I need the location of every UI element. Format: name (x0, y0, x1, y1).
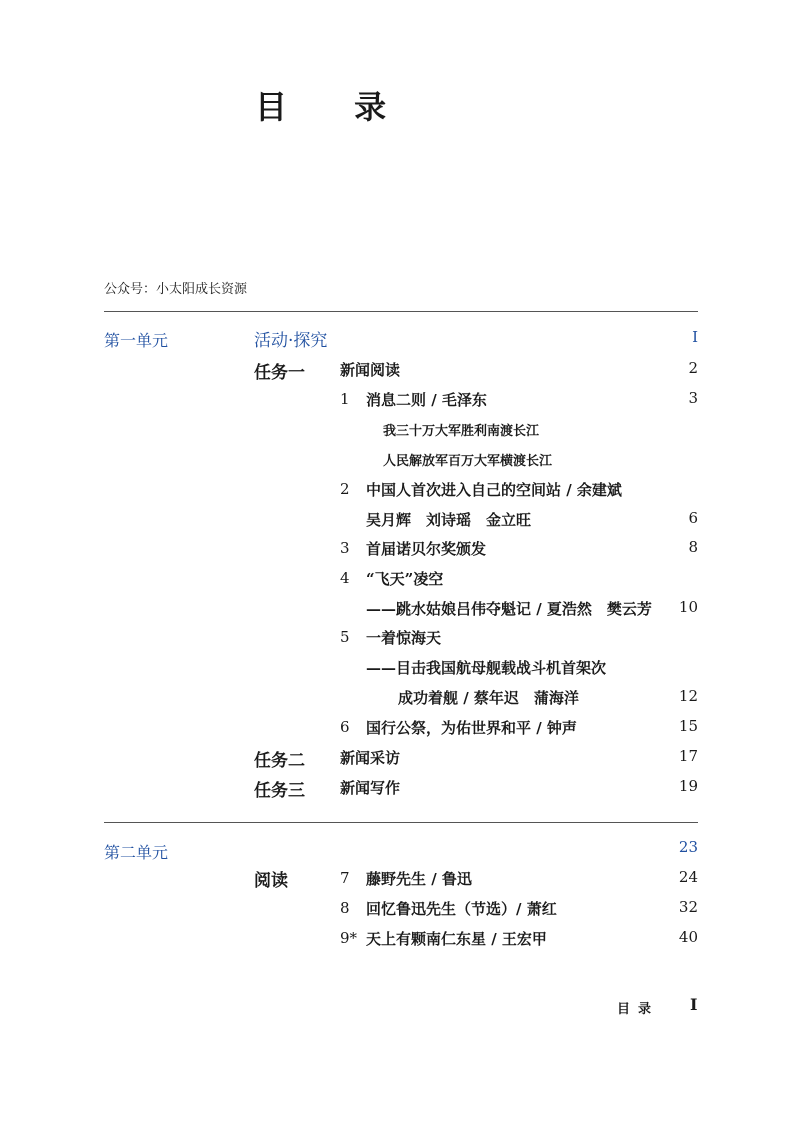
lesson-8-page: 32 (678, 898, 698, 916)
footer-page-number: I (690, 995, 698, 1014)
lesson-4-subtitle: ——跳水姑娘吕伟夺魁记 / 夏浩然 樊云芳 (366, 600, 652, 618)
task-2-label: 任务二 (254, 751, 305, 771)
task-3-page: 19 (678, 777, 698, 795)
lesson-7-title[interactable]: 藤野先生 / 鲁迅 (366, 870, 472, 888)
unit-1-label[interactable]: 第一单元 (104, 331, 169, 350)
footer-label: 目录 (617, 1002, 660, 1017)
lesson-8-num: 8 (340, 899, 350, 917)
lesson-6-title[interactable]: 国行公祭，为佑世界和平 / 钟声 (366, 719, 577, 737)
lesson-3-title[interactable]: 首届诺贝尔奖颁发 (366, 540, 487, 558)
lesson-5-subtitle-cont: 成功着舰 / 蔡年迟 蒲海洋 (398, 689, 579, 707)
credit-line: 公众号：小太阳成长资源 (104, 282, 248, 297)
task-1-title[interactable]: 新闻阅读 (340, 361, 401, 379)
lesson-2-title[interactable]: 中国人首次进入自己的空间站 / 余建斌 (366, 481, 622, 499)
lesson-9-page: 40 (678, 928, 698, 946)
task-2-page: 17 (678, 747, 698, 765)
task-2-title[interactable]: 新闻采访 (340, 749, 401, 767)
lesson-6-page: 15 (678, 717, 698, 735)
lesson-7-num: 7 (340, 869, 350, 887)
lesson-9-num: 9* (340, 929, 358, 947)
divider-middle (104, 822, 698, 823)
lesson-7-page: 24 (678, 868, 698, 886)
unit-1-activity[interactable]: 活动·探究 (254, 331, 328, 351)
lesson-1-sub-1[interactable]: 我三十万大军胜利南渡长江 (383, 424, 540, 439)
lesson-1-page: 3 (688, 389, 698, 407)
lesson-3-num: 3 (340, 539, 350, 557)
lesson-4-num: 4 (340, 569, 350, 587)
lesson-1-title[interactable]: 消息二则 / 毛泽东 (366, 391, 487, 409)
lesson-5-page: 12 (678, 687, 698, 705)
lesson-9-title[interactable]: 天上有颗南仁东星 / 王宏甲 (366, 930, 547, 948)
lesson-6-num: 6 (340, 718, 350, 736)
lesson-2-page: 6 (688, 509, 698, 527)
lesson-1-sub-2[interactable]: 人民解放军百万大军横渡长江 (383, 454, 553, 469)
unit-2-label[interactable]: 第二单元 (104, 843, 169, 862)
lesson-8-title[interactable]: 回忆鲁迅先生（节选）/ 萧红 (366, 900, 557, 918)
task-1-page: 2 (688, 359, 698, 377)
page-title: 目 录 (255, 88, 415, 126)
lesson-5-num: 5 (340, 628, 350, 646)
lesson-5-title[interactable]: 一着惊海天 (366, 629, 442, 647)
reading-label: 阅读 (254, 871, 288, 891)
lesson-4-title[interactable]: “飞天”凌空 (366, 570, 444, 588)
lesson-2-num: 2 (340, 480, 350, 498)
divider-top (104, 311, 698, 312)
unit-2-page: 23 (678, 838, 698, 856)
lesson-5-subtitle: ——目击我国航母舰载战斗机首架次 (366, 659, 607, 677)
lesson-3-page: 8 (688, 538, 698, 556)
task-3-label: 任务三 (254, 781, 305, 801)
lesson-4-page: 10 (678, 598, 698, 616)
lesson-2-authors: 吴月辉 刘诗瑶 金立旺 (366, 511, 532, 529)
unit-1-page: I (692, 328, 698, 346)
task-1-label: 任务一 (254, 363, 305, 383)
task-3-title[interactable]: 新闻写作 (340, 779, 401, 797)
lesson-1-num: 1 (340, 390, 350, 408)
